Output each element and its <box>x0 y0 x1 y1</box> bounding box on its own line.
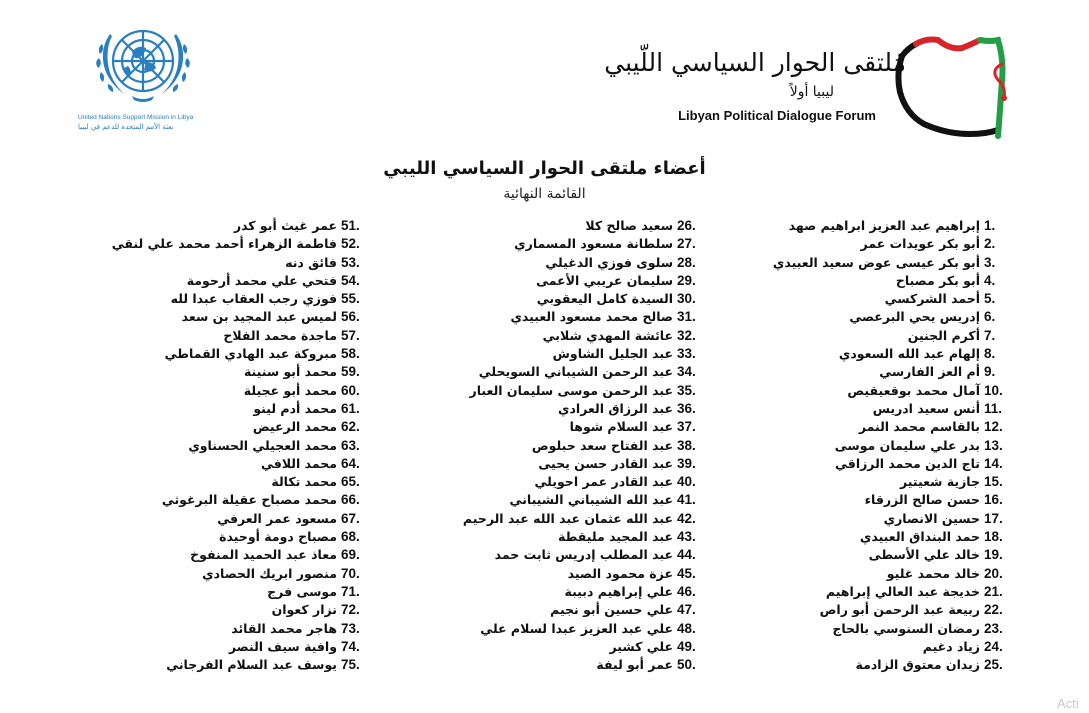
member-row <box>722 254 1022 272</box>
member-name: أحمد الشركسي <box>884 291 980 307</box>
member-number: 5. <box>984 291 996 307</box>
member-number: 40. <box>677 474 696 490</box>
member-number: 68. <box>341 529 360 545</box>
member-number: 8. <box>984 346 996 362</box>
member-row <box>373 382 703 400</box>
member-number: 75. <box>341 657 360 673</box>
member-row <box>27 217 367 235</box>
member-name: ربيعة عبد الرحمن أبو راص <box>819 602 980 618</box>
member-number: 12. <box>984 419 1003 435</box>
member-number: 73. <box>341 620 360 636</box>
member-number: 27. <box>677 236 696 252</box>
member-row <box>373 400 703 418</box>
member-name: أبو بكر عويدات عمر <box>860 236 980 252</box>
member-number: 74. <box>341 638 360 654</box>
member-number: 19. <box>984 547 1003 563</box>
un-mission-caption-en: United Nations Support Mission in Libya <box>78 114 194 121</box>
member-name: صالح محمد مسعود العبيدي <box>510 309 673 325</box>
member-row <box>373 254 703 272</box>
member-number: 70. <box>341 565 360 581</box>
member-row <box>373 272 703 290</box>
member-name: حمد البنداق العبيدي <box>859 529 980 545</box>
member-row <box>27 601 367 619</box>
member-number: 13. <box>984 437 1003 453</box>
member-row <box>27 327 367 345</box>
member-name: عبد الفتاح سعد حبلوص <box>531 437 673 453</box>
member-row <box>373 418 703 436</box>
member-name: فائق دنه <box>285 254 337 270</box>
libya-map-icon <box>886 34 1018 144</box>
member-number: 33. <box>677 346 696 362</box>
member-name: عبد القادر عمر احويلي <box>534 474 673 490</box>
member-row <box>373 601 703 619</box>
member-number: 55. <box>341 291 360 307</box>
member-row <box>27 290 367 308</box>
member-number: 21. <box>984 583 1003 599</box>
member-number: 10. <box>984 382 1003 398</box>
member-name: يوسف عبد السلام الفرجاني <box>166 657 337 673</box>
member-row <box>27 382 367 400</box>
member-number: 66. <box>341 492 360 508</box>
member-name: وافية سيف النصر <box>228 638 337 654</box>
activation-watermark: Acti <box>1057 696 1079 711</box>
member-number: 58. <box>341 346 360 362</box>
member-name: عمر غيث أبو كدر <box>233 218 337 233</box>
member-name: آمال محمد بوقعيقيص <box>847 382 980 398</box>
member-name: عبد الرزاق العرادي <box>558 400 673 416</box>
member-row <box>722 620 1022 638</box>
member-name: عبد الله عثمان عبد الله عبد الرحيم <box>462 510 673 526</box>
member-row <box>27 437 367 455</box>
member-number: 9. <box>984 364 996 380</box>
member-row <box>722 308 1022 326</box>
member-name: إبراهيم عبد العزيز ابراهيم صهد <box>788 218 980 233</box>
member-row <box>722 638 1022 656</box>
member-row <box>722 217 1022 235</box>
member-number: 49. <box>677 638 696 654</box>
member-row <box>722 437 1022 455</box>
member-name: محمد اللافي <box>260 455 337 471</box>
member-number: 52. <box>341 236 360 252</box>
member-name: منصور ابريك الحصادي <box>202 565 337 581</box>
member-row <box>373 528 703 546</box>
member-name: خالد علي الأسطى <box>868 547 980 563</box>
member-number: 29. <box>677 272 696 288</box>
member-number: 31. <box>677 309 696 325</box>
member-name: محمد مصباح عقيلة البرغوثي <box>161 492 337 508</box>
member-name: عائشة المهدي شلابي <box>542 327 673 343</box>
member-row <box>27 565 367 583</box>
member-number: 4. <box>984 272 996 288</box>
member-row <box>373 638 703 656</box>
member-number: 65. <box>341 474 360 490</box>
member-number: 72. <box>341 602 360 618</box>
member-name: إدريس يحي البرعصي <box>849 309 980 325</box>
member-name: أبو بكر عيسى عوض سعيد العبيدي <box>772 254 980 270</box>
member-name: محمد الرعيض <box>252 419 337 435</box>
member-number: 50. <box>677 657 696 673</box>
member-row <box>722 656 1022 674</box>
members-column-3 <box>27 217 367 674</box>
member-name: مبروكة عبد الهادي القماطي <box>164 346 337 362</box>
member-number: 67. <box>341 510 360 526</box>
member-name: هاجر محمد القائد <box>231 620 337 636</box>
member-number: 64. <box>341 455 360 471</box>
member-row <box>373 217 703 235</box>
member-name: عبد الله الشيباني الشيباني <box>509 492 673 508</box>
member-row <box>722 510 1022 528</box>
member-number: 17. <box>984 510 1003 526</box>
member-row <box>373 308 703 326</box>
member-row <box>722 400 1022 418</box>
member-number: 23. <box>984 620 1003 636</box>
member-name: تاج الدين محمد الرزاقي <box>834 455 980 471</box>
member-row <box>373 455 703 473</box>
member-row <box>27 528 367 546</box>
member-row <box>722 382 1022 400</box>
member-row <box>27 583 367 601</box>
member-name: بدر علي سليمان موسى <box>834 437 980 453</box>
member-row <box>722 491 1022 509</box>
members-column-2 <box>373 217 703 674</box>
member-number: 15. <box>984 474 1003 490</box>
member-name: عبد القادر حسن يحيى <box>538 455 673 471</box>
member-number: 62. <box>341 419 360 435</box>
member-name: حسين الانصاري <box>883 510 980 526</box>
member-row <box>373 363 703 381</box>
member-row <box>722 601 1022 619</box>
member-number: 63. <box>341 437 360 453</box>
member-row <box>27 308 367 326</box>
member-number: 34. <box>677 364 696 380</box>
member-name: السيدة كامل اليعقوبي <box>536 291 673 307</box>
member-number: 43. <box>677 529 696 545</box>
member-row <box>722 565 1022 583</box>
member-row <box>722 546 1022 564</box>
member-number: 30. <box>677 291 696 307</box>
member-name: عزة محمود الصيد <box>567 565 673 581</box>
forum-logo <box>604 34 1040 144</box>
members-column-1 <box>722 217 1022 674</box>
member-row <box>373 235 703 253</box>
document-title: أعضاء ملتقى الحوار السياسي الليبي <box>383 158 706 179</box>
member-number: 60. <box>341 382 360 398</box>
member-number: 6. <box>984 309 996 325</box>
member-name: أكرم الجنين <box>907 327 980 343</box>
member-number: 35. <box>677 382 696 398</box>
member-name: علي حسين أبو نجيم <box>550 602 673 618</box>
member-number: 25. <box>984 657 1003 673</box>
member-row <box>722 345 1022 363</box>
member-name: محمد العجيلي الحسناوي <box>188 437 337 453</box>
member-name: عبد الرحمن الشيباني السويحلي <box>478 364 673 380</box>
member-number: 16. <box>984 492 1003 508</box>
member-row <box>27 473 367 491</box>
member-name: عبد السلام شوها <box>569 419 673 435</box>
member-row <box>373 656 703 674</box>
member-name: لميس عبد المجيد بن سعد <box>181 309 337 325</box>
member-number: 38. <box>677 437 696 453</box>
member-row <box>722 473 1022 491</box>
member-row <box>722 235 1022 253</box>
member-row <box>27 363 367 381</box>
member-row <box>722 528 1022 546</box>
member-row <box>27 254 367 272</box>
member-name: سليمان عريبي الأعمى <box>536 272 673 288</box>
un-logo <box>80 14 206 114</box>
member-name: فتحي علي محمد أرحومة <box>186 272 337 288</box>
member-number: 26. <box>677 218 696 233</box>
member-name: سلوى فوزي الدغيلي <box>545 254 673 270</box>
member-number: 3. <box>984 254 996 270</box>
member-name: عبد الجليل الشاوش <box>552 346 673 362</box>
member-name: ماجدة محمد الفلاح <box>223 327 337 343</box>
member-name: خديجة عبد العالي إبراهيم <box>825 583 980 599</box>
member-name: عمر أبو ليفة <box>596 657 673 673</box>
member-number: 20. <box>984 565 1003 581</box>
member-row <box>722 327 1022 345</box>
member-row <box>373 290 703 308</box>
member-name: علي إبراهيم دبيبة <box>564 583 673 599</box>
member-name: رمضان السنوسي بالحاج <box>832 620 980 636</box>
member-number: 14. <box>984 455 1003 471</box>
member-name: محمد تكالة <box>271 474 337 490</box>
member-row <box>27 638 367 656</box>
member-row <box>373 345 703 363</box>
member-row <box>722 363 1022 381</box>
member-name: محمد أبو سنينة <box>243 364 337 380</box>
member-name: فاطمة الزهراء أحمد محمد علي لنقي <box>111 236 337 252</box>
member-number: 45. <box>677 565 696 581</box>
member-name: زيدان معتوق الزادمة <box>855 657 980 673</box>
member-name: محمد أدم لينو <box>253 400 337 416</box>
member-row <box>373 546 703 564</box>
member-number: 61. <box>341 400 360 416</box>
member-number: 53. <box>341 254 360 270</box>
member-row <box>27 400 367 418</box>
member-row <box>373 327 703 345</box>
member-name: أنس سعيد ادريس <box>872 400 980 416</box>
member-name: أم العز الفارسي <box>879 364 980 380</box>
member-row <box>27 272 367 290</box>
member-number: 56. <box>341 309 360 325</box>
member-number: 18. <box>984 529 1003 545</box>
member-name: عبد الرحمن موسى سليمان العبار <box>469 382 673 398</box>
member-name: محمد أبو عجيلة <box>243 382 337 398</box>
member-number: 59. <box>341 364 360 380</box>
member-row <box>722 455 1022 473</box>
member-number: 7. <box>984 327 996 343</box>
member-name: علي عبد العزيز عبدا لسلام علي <box>480 620 673 636</box>
member-number: 69. <box>341 547 360 563</box>
member-number: 48. <box>677 620 696 636</box>
member-number: 24. <box>984 638 1003 654</box>
member-name: جازية شعيتير <box>900 474 980 490</box>
member-row <box>722 418 1022 436</box>
member-name: مسعود عمر العرفي <box>217 510 337 526</box>
document-subtitle: القائمة النهائية <box>503 186 586 202</box>
member-row <box>722 272 1022 290</box>
member-row <box>27 491 367 509</box>
member-row <box>373 583 703 601</box>
member-name: زياد دغيم <box>922 638 980 654</box>
member-number: 71. <box>341 583 360 599</box>
member-name: موسى فرج <box>267 583 337 599</box>
un-mission-caption-ar: بعثة الأمم المتحدة للدعم في ليبيا <box>78 123 174 131</box>
member-row <box>373 620 703 638</box>
member-name: سعيد صالح كلا <box>585 218 673 233</box>
member-name: علي كشير <box>609 638 673 654</box>
member-row <box>27 455 367 473</box>
member-name: معاذ عبد الحميد المنفوخ <box>190 547 337 563</box>
member-number: 46. <box>677 583 696 599</box>
member-row <box>27 418 367 436</box>
member-name: أبو بكر مصباح <box>895 272 980 288</box>
forum-name-ar: مُلتقى الحوار السياسي اللّيبي <box>604 48 906 77</box>
member-name: خالد محمد غليو <box>886 565 980 581</box>
member-row <box>373 510 703 528</box>
member-number: 2. <box>984 236 996 252</box>
member-number: 32. <box>677 327 696 343</box>
member-name: إلهام عبد الله السعودي <box>838 346 980 362</box>
member-number: 1. <box>984 218 996 233</box>
member-name: حسن صالح الزرقاء <box>864 492 980 508</box>
member-name: مصباح دومة أوحيدة <box>219 529 337 545</box>
member-name: سلطانة مسعود المسماري <box>514 236 673 252</box>
member-row <box>373 473 703 491</box>
member-name: عبد المطلب إدريس ثابت حمد <box>494 547 673 563</box>
forum-name-en: Libyan Political Dialogue Forum <box>678 108 876 123</box>
member-row <box>27 656 367 674</box>
member-row <box>373 437 703 455</box>
member-row <box>27 546 367 564</box>
member-row <box>27 345 367 363</box>
member-name: عبد المجيد مليقطة <box>558 529 673 545</box>
member-row <box>27 510 367 528</box>
member-row <box>722 290 1022 308</box>
member-number: 57. <box>341 327 360 343</box>
member-row <box>27 620 367 638</box>
member-row <box>27 235 367 253</box>
member-name: نزار كعوان <box>271 602 337 618</box>
member-number: 11. <box>984 400 1003 416</box>
member-number: 47. <box>677 602 696 618</box>
member-number: 37. <box>677 419 696 435</box>
member-name: فوزي رجب العقاب عبدا لله <box>170 291 337 307</box>
member-number: 22. <box>984 602 1003 618</box>
member-row <box>373 565 703 583</box>
member-row <box>373 491 703 509</box>
member-number: 54. <box>341 272 360 288</box>
member-number: 36. <box>677 400 696 416</box>
un-emblem-icon <box>80 14 206 114</box>
forum-tagline-ar: ليبيا أولاً <box>789 84 834 100</box>
member-name: بالقاسم محمد النمر <box>858 419 980 435</box>
member-number: 41. <box>677 492 696 508</box>
member-number: 28. <box>677 254 696 270</box>
member-number: 42. <box>677 510 696 526</box>
member-number: 39. <box>677 455 696 471</box>
member-number: 51. <box>341 218 360 233</box>
member-number: 44. <box>677 547 696 563</box>
member-row <box>722 583 1022 601</box>
